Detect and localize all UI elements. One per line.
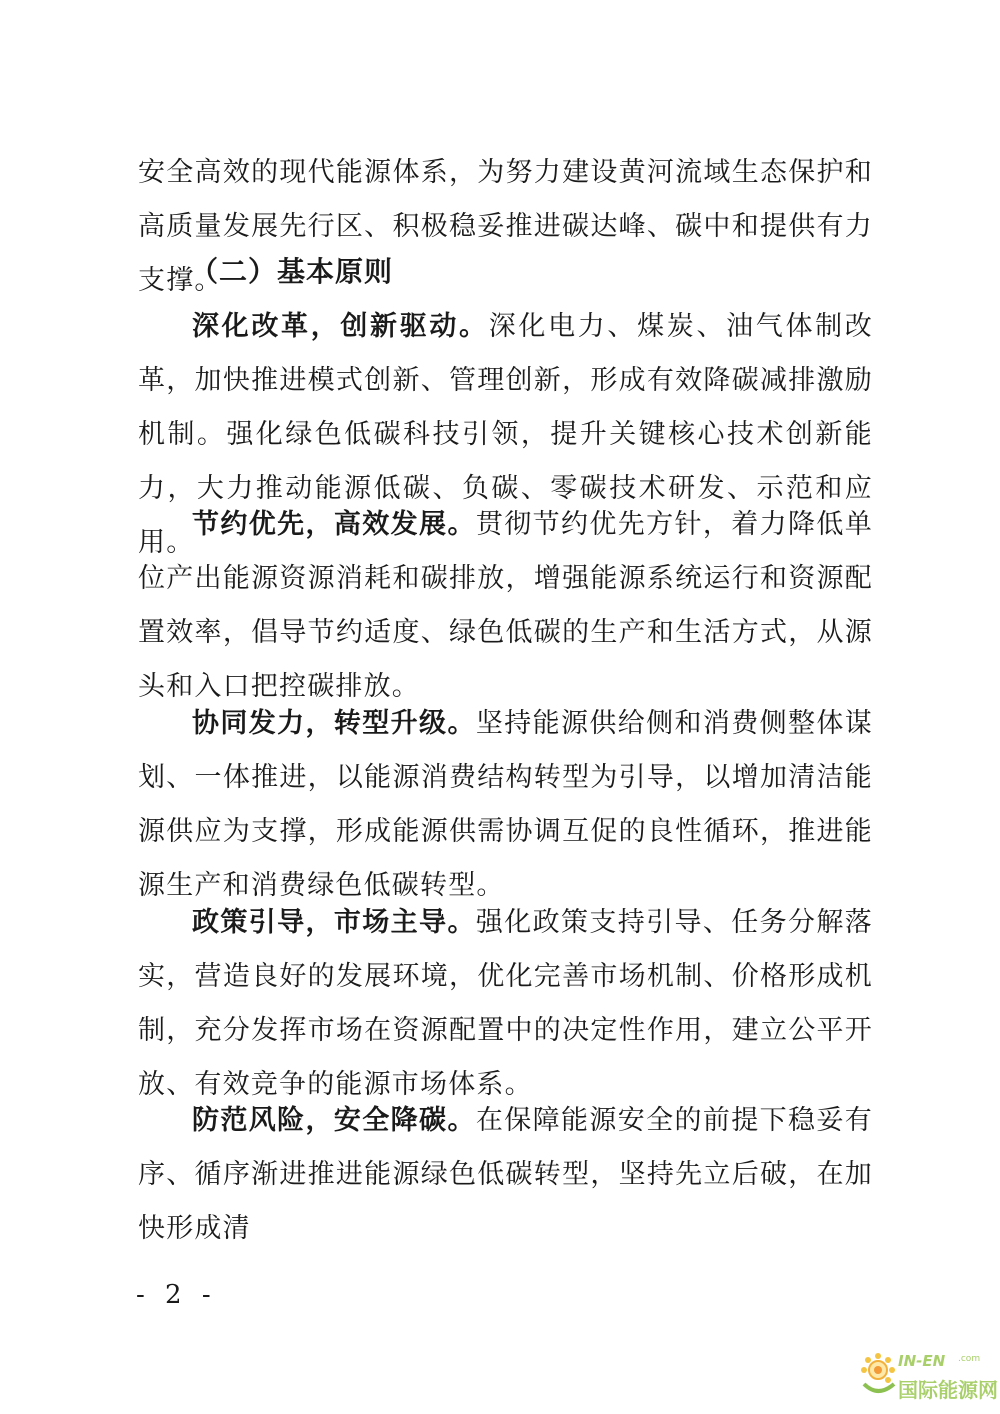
principle-body: 强化政策支持引导、任务分解落实，营造良好的发展环境，优化完善市场机制、价格形成机制，充分发挥市场在资源配置中的决定性作用，建立公平开放、有效竞争的能源市场体系。 bbox=[138, 907, 873, 1100]
principle-body: 贯彻节约优先方针，着力降低单位产出能源资源消耗和碳排放，增强能源系统运行和资源配置效率，倡导节约适度、绿色低碳的生产和生活方式，从源头和入口把控碳排放。 bbox=[138, 509, 873, 702]
logo-cn-text: 国际能源网 bbox=[898, 1378, 998, 1402]
principle-paragraph bbox=[138, 498, 873, 714]
logo-com-text: .com bbox=[958, 1354, 981, 1364]
section-heading: （二）基本原则 bbox=[190, 255, 394, 288]
principle-body: 在保障能源安全的前提下稳妥有序、循序渐进推进能源绿色低碳转型，坚持先立后破，在加快形成清 bbox=[138, 1105, 873, 1244]
site-logo bbox=[858, 1348, 998, 1408]
principle-body: 深化电力、煤炭、油气体制改革，加快推进模式创新、管理创新，形成有效降碳减排激励机制。强化绿色低碳科技引领，提升关键核心技术创新能力，大力推动能源低碳、负碳、零碳技术研发、示范和应用。 bbox=[138, 311, 874, 558]
principle-paragraph bbox=[138, 697, 873, 913]
intro-text: 安全高效的现代能源体系，为努力建设黄河流域生态保护和高质量发展先行区、积极稳妥推进碳达峰、碳中和提供有力支撑。 bbox=[138, 157, 873, 296]
principle-lead: 节约优先，高效发展。 bbox=[192, 509, 476, 540]
page-number: - 2 - bbox=[136, 1280, 217, 1310]
principle-paragraph bbox=[138, 1094, 873, 1256]
principle-paragraph bbox=[138, 896, 873, 1112]
principle-body: 坚持能源供给侧和消费侧整体谋划、一体推进，以能源消费结构转型为引导，以增加清洁能源供应为支撑，形成能源供需协调互促的良性循环，推进能源生产和消费绿色低碳转型。 bbox=[138, 708, 873, 901]
principle-lead: 协同发力，转型升级。 bbox=[192, 708, 476, 739]
principle-lead: 防范风险，安全降碳。 bbox=[192, 1105, 476, 1136]
logo-en-text: IN-EN bbox=[898, 1352, 946, 1370]
principle-lead: 政策引导，市场主导。 bbox=[192, 907, 476, 938]
principle-lead: 深化改革，创新驱动。 bbox=[192, 311, 489, 342]
